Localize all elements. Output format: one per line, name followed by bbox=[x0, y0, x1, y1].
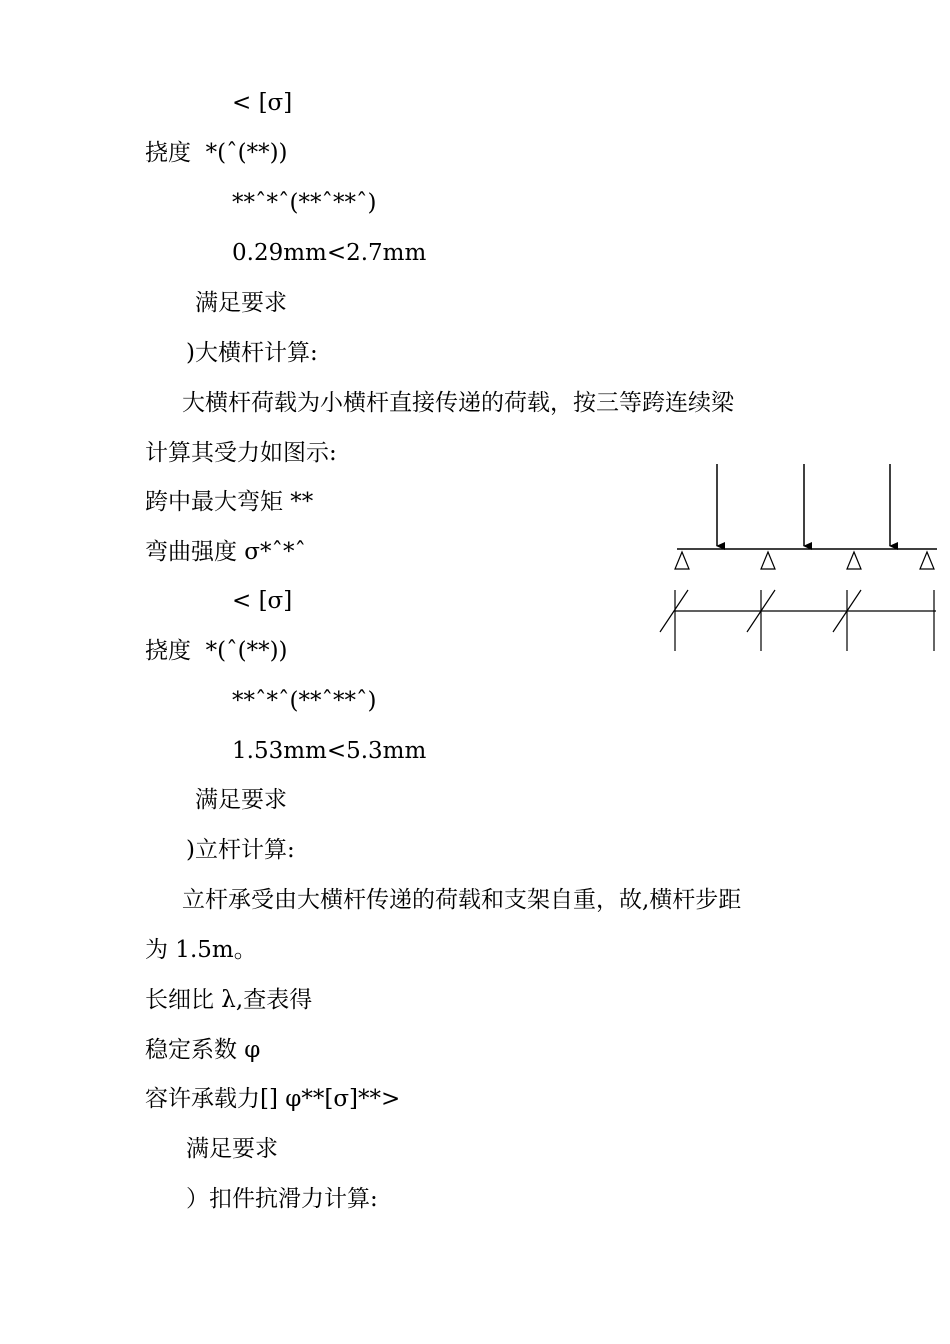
deflection-formula-2: **ˆ*ˆ(**ˆ**ˆ) bbox=[232, 688, 377, 714]
deflection-label-2: 挠度 *(ˆ(**)) bbox=[145, 638, 288, 664]
slenderness-line: 长细比 λ,查表得 bbox=[145, 987, 313, 1013]
deflection-label-1: 挠度 *(ˆ(**)) bbox=[145, 140, 288, 166]
support-triangle bbox=[920, 552, 934, 569]
stability-coefficient-line: 稳定系数 φ bbox=[145, 1037, 261, 1063]
section-heading-upright: )立杆计算: bbox=[186, 837, 295, 863]
support-triangle bbox=[761, 552, 775, 569]
max-moment-line: 跨中最大弯矩 ** bbox=[145, 489, 314, 515]
paragraph-line: 为 1.5m。 bbox=[145, 937, 257, 963]
section-heading-fastener: ）扣件抗滑力计算: bbox=[186, 1186, 378, 1212]
paragraph-line: 大横杆荷载为小横杆直接传递的荷载，按三等跨连续梁 bbox=[182, 390, 734, 416]
conclusion-3: 满足要求 bbox=[186, 1136, 278, 1162]
support-triangle bbox=[847, 552, 861, 569]
deflection-result-2: 1.53mm<5.3mm bbox=[232, 738, 427, 764]
deflection-formula-1: **ˆ*ˆ(**ˆ**ˆ) bbox=[232, 190, 377, 216]
conclusion-1: 满足要求 bbox=[195, 290, 287, 316]
section-heading-large-crossbar: )大横杆计算: bbox=[186, 340, 318, 366]
allowable-capacity-line: 容许承载力[] φ**[σ]**> bbox=[145, 1086, 401, 1112]
support-triangle bbox=[675, 552, 689, 569]
ineq-stress-2: < [σ] bbox=[232, 588, 293, 614]
paragraph-line: 计算其受力如图示: bbox=[145, 440, 337, 466]
bending-strength-line: 弯曲强度 σ*ˆ*ˆ bbox=[145, 539, 307, 565]
conclusion-2: 满足要求 bbox=[195, 787, 287, 813]
deflection-result-1: 0.29mm<2.7mm bbox=[232, 240, 427, 266]
ineq-stress-1: < [σ] bbox=[232, 90, 293, 116]
continuous-beam-diagram bbox=[655, 460, 940, 655]
paragraph-line: 立杆承受由大横杆传递的荷载和支架自重，故,横杆步距 bbox=[182, 887, 742, 913]
